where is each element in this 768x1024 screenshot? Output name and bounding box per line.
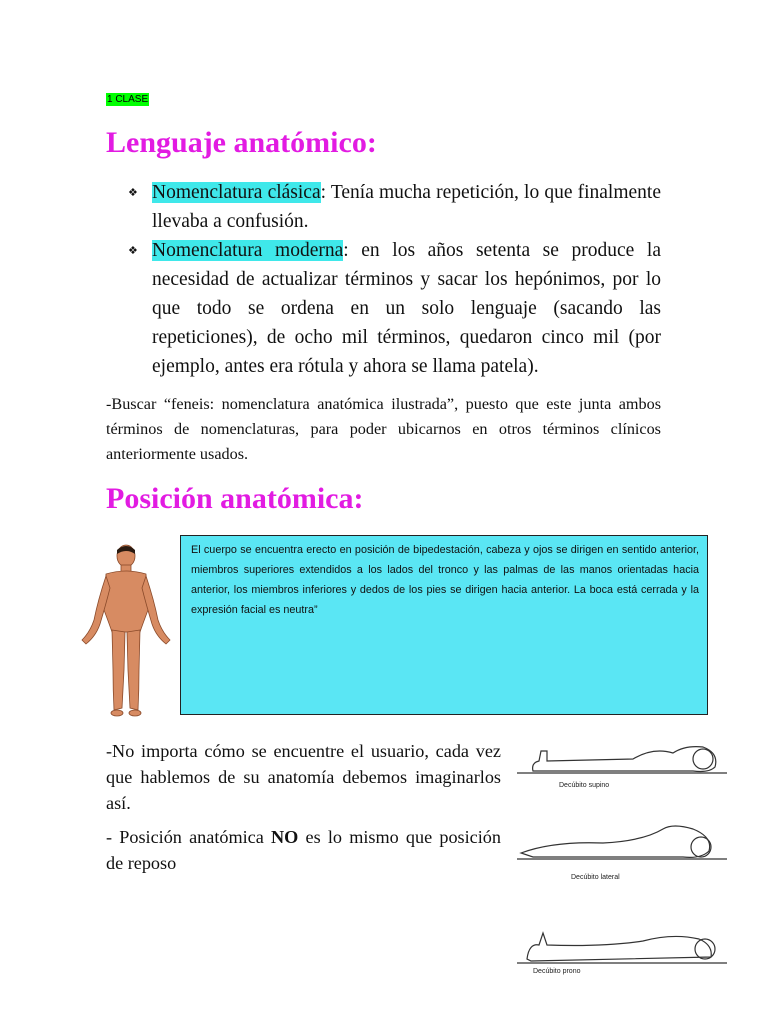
term-classic: Nomenclatura clásica (152, 182, 321, 203)
diamond-bullet-icon: ❖ (128, 244, 138, 257)
bullet-classic (128, 178, 661, 236)
emphasis-no: NO (271, 827, 299, 847)
bullet-modern (128, 236, 661, 381)
section-title-anatomical-language: Lenguaje anatómico: (106, 126, 377, 159)
term-modern: Nomenclatura moderna (152, 240, 344, 261)
note-imagine: -No importa cómo se encuentre el usuario, cada vez que hablemos de su anatomía debemos imaginarlos así. (106, 741, 501, 813)
class-tag: 1 CLASE (107, 94, 149, 105)
bullet-text-classic: : Tenía mucha repetición, lo que finalmente llevaba a confusión. (152, 182, 661, 232)
note-rest-position: - Posición anatómica NO es lo mismo que posición de reposo (106, 827, 501, 873)
label-prone: Decúbito prono (533, 968, 581, 975)
bullet-list (128, 178, 661, 381)
section-title-anatomical-position: Posición anatómica: (106, 482, 364, 515)
label-lateral: Decúbito lateral (571, 874, 620, 881)
diamond-bullet-icon: ❖ (128, 186, 138, 199)
decubitus-positions-image (513, 733, 731, 978)
anatomical-figure-image (76, 540, 176, 722)
label-supine: Decúbito supino (559, 782, 610, 789)
position-notes (106, 738, 501, 884)
search-note: -Buscar “feneis: nomenclatura anatómica ilustrada”, puesto que este junta ambos términos de nomenclaturas, para poder ubicarnos en otros términos clínicos anteriormente usados. (106, 395, 661, 463)
definition-box: El cuerpo se encuentra erecto en posición de bipedestación, cabeza y ojos se dirigen en sentido anterior, miembros superiores extendidos a los lados del tronco y las palmas de las manos orientadas hacia anterior, los miembros inferiores y dedos de los pies se dirigen hacia anterior. La boca está cerrada y la expresión facial es neutra” (180, 535, 708, 715)
bullet-text-modern: : en los años setenta se produce la necesidad de actualizar términos y sacar los hepónimos, por lo que todo se ordena en un solo lenguaje (sacando las repeticiones), de ocho mil términos, quedaron cinco mil (por ejemplo, antes era rótula y ahora se llama patela). (152, 240, 661, 377)
